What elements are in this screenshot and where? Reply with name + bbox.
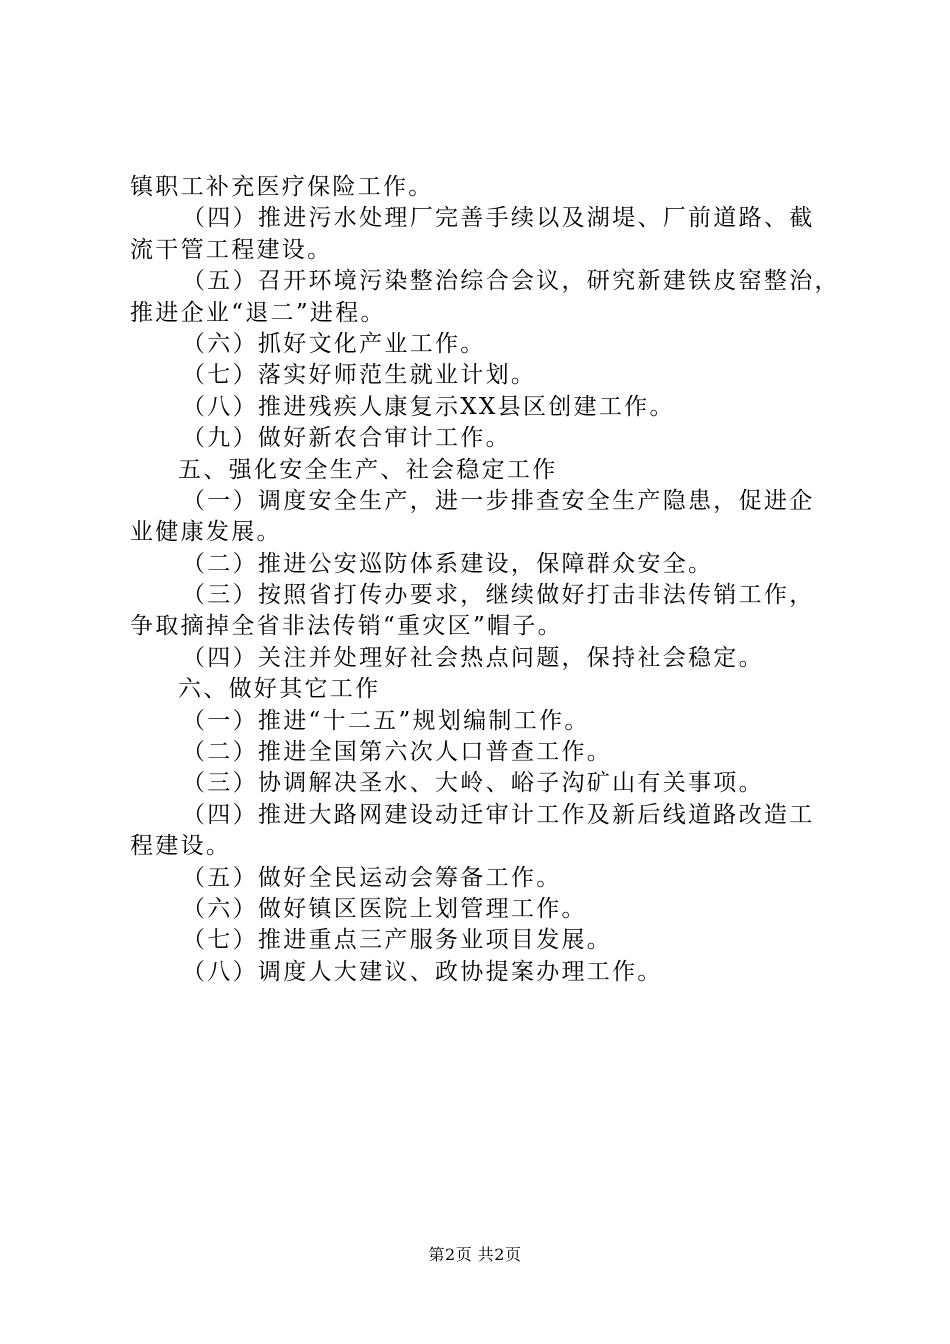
paragraph-line: （八）推进残疾人康复示XX县区创建工作。 [182,393,675,420]
paragraph-line: （八）调度人大建议、政协提案办理工作。 [182,958,663,985]
paragraph-line: （七）推进重点三产服务业项目发展。 [182,927,613,954]
paragraph-line: （一）推进“十二五”规划编制工作。 [182,707,590,734]
paragraph-line: 业健康发展。 [130,519,282,546]
paragraph-line: 争取摘掉全省非法传销“重灾区”帽子。 [130,613,563,640]
paragraph-line: （三）协调解决圣水、大岭、峪子沟矿山有关事项。 [182,770,764,797]
paragraph-line: （九）做好新农合审计工作。 [182,425,511,452]
paragraph-line: 推进企业“退二”进程。 [130,299,386,326]
paragraph-line: （一）调度安全生产，进一步排查安全生产隐患，促进企 [182,487,815,514]
paragraph-line: 流干管工程建设。 [130,236,333,263]
page-footer: 第2页 共2页 [428,1245,522,1264]
section-heading: 五、强化安全生产、社会稳定工作 [178,456,558,483]
section-heading: 六、做好其它工作 [178,676,381,703]
paragraph-line: （三）按照省打传办要求，继续做好打击非法传销工作， [182,582,815,609]
paragraph-line: （六）做好镇区医院上划管理工作。 [182,895,587,922]
paragraph-line: （五）召开环境污染整治综合会议，研究新建铁皮窑整治， [182,268,840,295]
paragraph-line: （七）落实好师范生就业计划。 [182,362,537,389]
paragraph-line: （四）推进大路网建设动迁审计工作及新后线道路改造工 [182,801,815,828]
paragraph-line: 程建设。 [130,833,232,860]
paragraph-line: （五）做好全民运动会筹备工作。 [182,864,562,891]
paragraph-line: （二）推进全国第六次人口普查工作。 [182,739,613,766]
paragraph-line: 镇职工补充医疗保险工作。 [130,174,434,200]
paragraph-line: （四）推进污水处理厂完善手续以及湖堤、厂前道路、截 [182,205,815,232]
paragraph-line: （二）推进公安巡防体系建设，保障群众安全。 [182,550,714,577]
document-body [130,172,840,988]
paragraph-line: （四）关注并处理好社会热点问题，保持社会稳定。 [182,644,764,671]
paragraph-line: （六）抓好文化产业工作。 [182,330,486,357]
